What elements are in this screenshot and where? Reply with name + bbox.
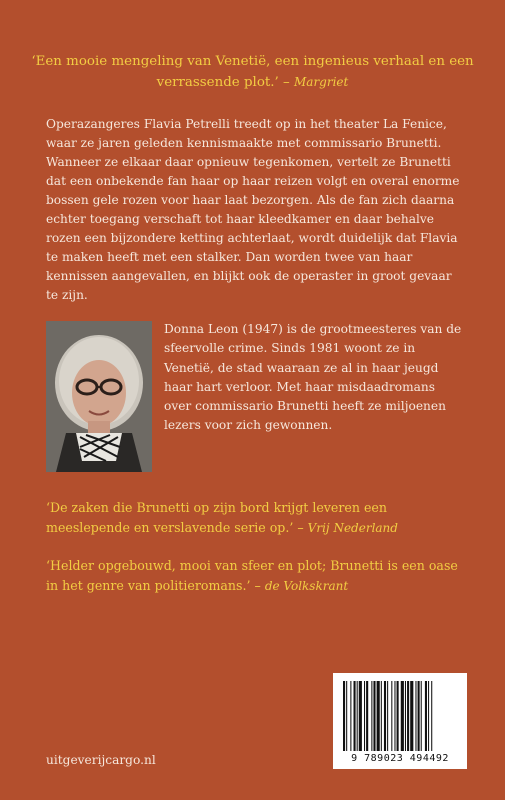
isbn-barcode [333, 673, 467, 769]
review-quote-2-text: ‘Helder opgebouwd, mooi van sfeer en plot; Brunetti is een oase in het genre van politieromans.’ – [46, 558, 458, 593]
review-quote-1-source: Vrij Nederland [307, 520, 398, 535]
review-quote-1-text: ‘De zaken die Brunetti op zijn bord krijgt leveren een meeslepende en verslavende serie op.’ – [46, 500, 387, 535]
publisher-website[interactable]: uitgeverijcargo.nl [46, 753, 156, 767]
author-bio [164, 320, 464, 436]
review-quote-2-source: de Volkskrant [264, 578, 349, 593]
top-quote-text: ‘Een mooie mengeling van Venetië, een ingenieus verhaal en een verrassende plot.’ – [31, 54, 474, 90]
barcode-bars [341, 681, 459, 751]
review-quote-1 [46, 498, 466, 538]
author-photo [46, 321, 152, 472]
top-quote-source: Margriet [294, 75, 349, 89]
review-quote-2 [46, 556, 466, 596]
synopsis [46, 115, 462, 305]
author-bio-text: Donna Leon (1947) is de grootmeesteres van de sfeervolle crime. Sinds 1981 woont ze in Venetië, de stad waaraan ze al in haar jeugd haar hart verloor. Met haar misdaadromans over commissario Brunetti heeft ze miljoenen lezers voor zich gewonnen. [164, 322, 462, 433]
synopsis-text: Operazangeres Flavia Petrelli treedt op in het theater La Fenice, waar ze jaren geleden kennismaakte met commissario Brunetti. Wanneer ze elkaar daar opnieuw tegenkomen, vertelt ze Brunetti dat een onbekende fan haar op haar reizen volgt en overal enorme bossen gele rozen voor haar laat bezorgen. Als de fan zich daarna echter toegang verschaft tot haar kleedkamer en daar behalve rozen een bijzondere ketting achterlaat, wordt duidelijk dat Flavia te maken heeft met een stalker. Dan worden twee van haar kennissen aangevallen, en blijkt ook de operaster in groot gevaar te zijn. [46, 117, 460, 302]
top-review-quote [30, 51, 475, 93]
isbn-number: 9 789023 494492 [351, 753, 449, 764]
